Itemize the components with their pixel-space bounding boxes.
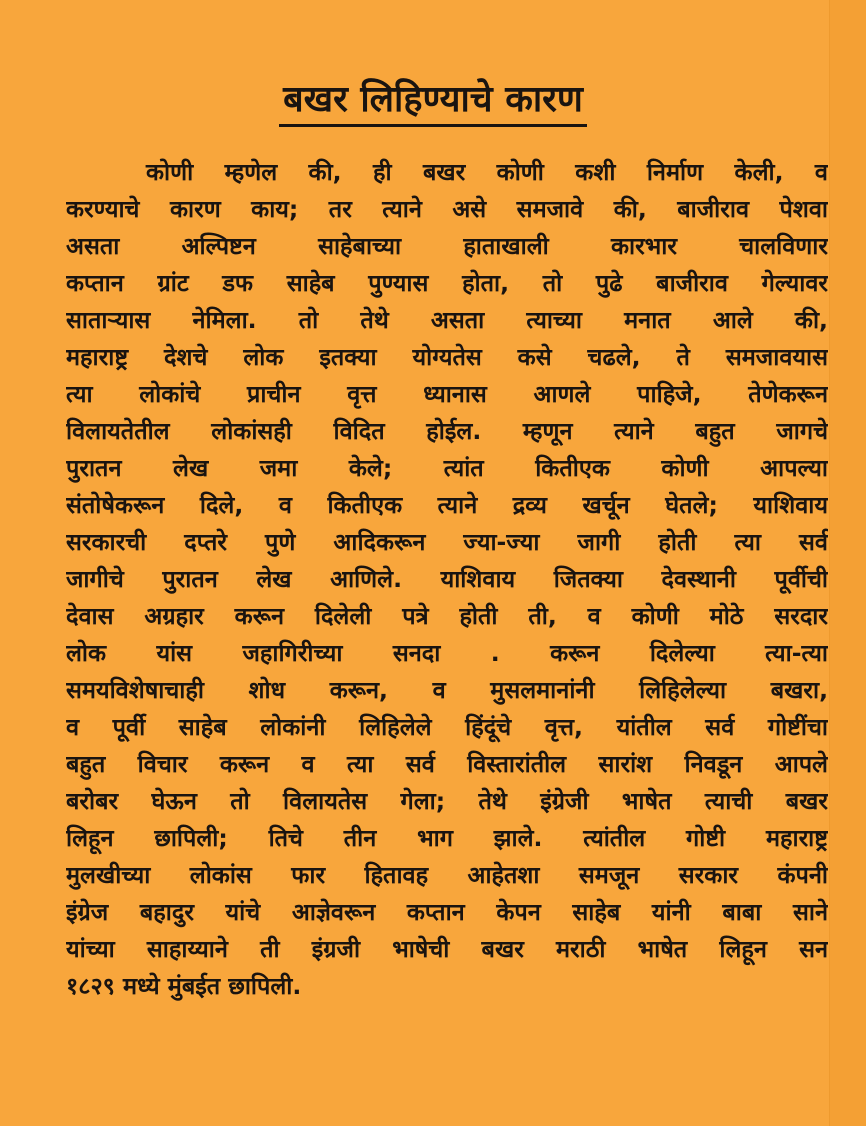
text-line: व पूर्वी साहेब लोकांनी लिहिलेले हिंदूंचे वृत्त, यांतील सर्व गोष्टींचा xyxy=(66,713,828,741)
text-line: सरकारची दप्तरे पुणे आदिकरून ज्या-ज्या जागी होती त्या सर्व xyxy=(66,528,828,556)
text-line: महाराष्ट्र देशचे लोक इतक्या योग्यतेस कसे चढले, ते समजावयास xyxy=(66,343,828,371)
page-edge xyxy=(829,0,866,1126)
text-line: देवास अग्रहार करून दिलेली पत्रे होती ती, व कोणी मोठे सरदार xyxy=(66,602,828,630)
text-line: समयविशेषाचाही शोध करून, व मुसलमानांनी लिहिलेल्या बखरा, xyxy=(66,676,828,704)
text-line: त्या लोकांचे प्राचीन वृत्त ध्यानास आणले पाहिजे, तेणेकरून xyxy=(66,380,828,408)
text-line: बरोबर घेऊन तो विलायतेस गेला; तेथे इंग्रेजी भाषेत त्याची बखर xyxy=(66,787,828,815)
text-line: इंग्रेज बहादुर यांचे आज्ञेवरून कप्तान केपन साहेब यांनी बाबा साने xyxy=(66,898,828,926)
text-line: कप्तान ग्रांट डफ साहेब पुण्यास होता, तो पुढे बाजीराव गेल्यावर xyxy=(66,269,828,297)
text-line: लिहून छापिली; तिचे तीन भाग झाले. त्यांतील गोष्टी महाराष्ट्र xyxy=(66,824,828,852)
text-line: यांच्या साहाय्याने ती इंग्रजी भाषेची बखर मराठी भाषेत लिहून सन xyxy=(66,935,828,963)
text-line: करण्याचे कारण काय; तर त्याने असे समजावे की, बाजीराव पेशवा xyxy=(66,195,828,223)
text-line: विलायतेतील लोकांसही विदित होईल. म्हणून त्याने बहुत जागचे xyxy=(66,417,828,445)
text-line: लोक यांस जहागिरीच्या सनदा . करून दिलेल्या त्या-त्या xyxy=(66,639,828,667)
text-line: जागीचे पुरातन लेख आणिले. याशिवाय जितक्या देवस्थानी पूर्वीची xyxy=(66,565,828,593)
text-line: मुलखीच्या लोकांस फार हितावह आहेतशा समजून सरकार कंपनी xyxy=(66,861,828,889)
text-line: असता अल्पिष्टन साहेबाच्या हाताखाली कारभार चालविणार xyxy=(66,232,828,260)
text-line: १८२९ मध्ये मुंबईत छापिली. xyxy=(66,972,302,1000)
text-line: बहुत विचार करून व त्या सर्व विस्तारांतील सारांश निवडून आपले xyxy=(66,750,828,778)
text-line: सातार्‍यास नेमिला. तो तेथे असता त्याच्या मनात आले की, xyxy=(66,306,828,334)
title-block xyxy=(0,78,866,127)
text-line: कोणी म्हणेल की, ही बखर कोणी कशी निर्माण केली, व xyxy=(146,158,828,186)
text-line: पुरातन लेख जमा केले; त्यांत कितीएक कोणी आपल्या xyxy=(66,454,828,482)
text-line: संतोषेकरून दिले, व कितीएक त्याने द्रव्य खर्चून घेतले; याशिवाय xyxy=(66,491,828,519)
page-title: बखर लिहिण्याचे कारण xyxy=(279,78,587,127)
body-paragraph xyxy=(66,154,828,1005)
